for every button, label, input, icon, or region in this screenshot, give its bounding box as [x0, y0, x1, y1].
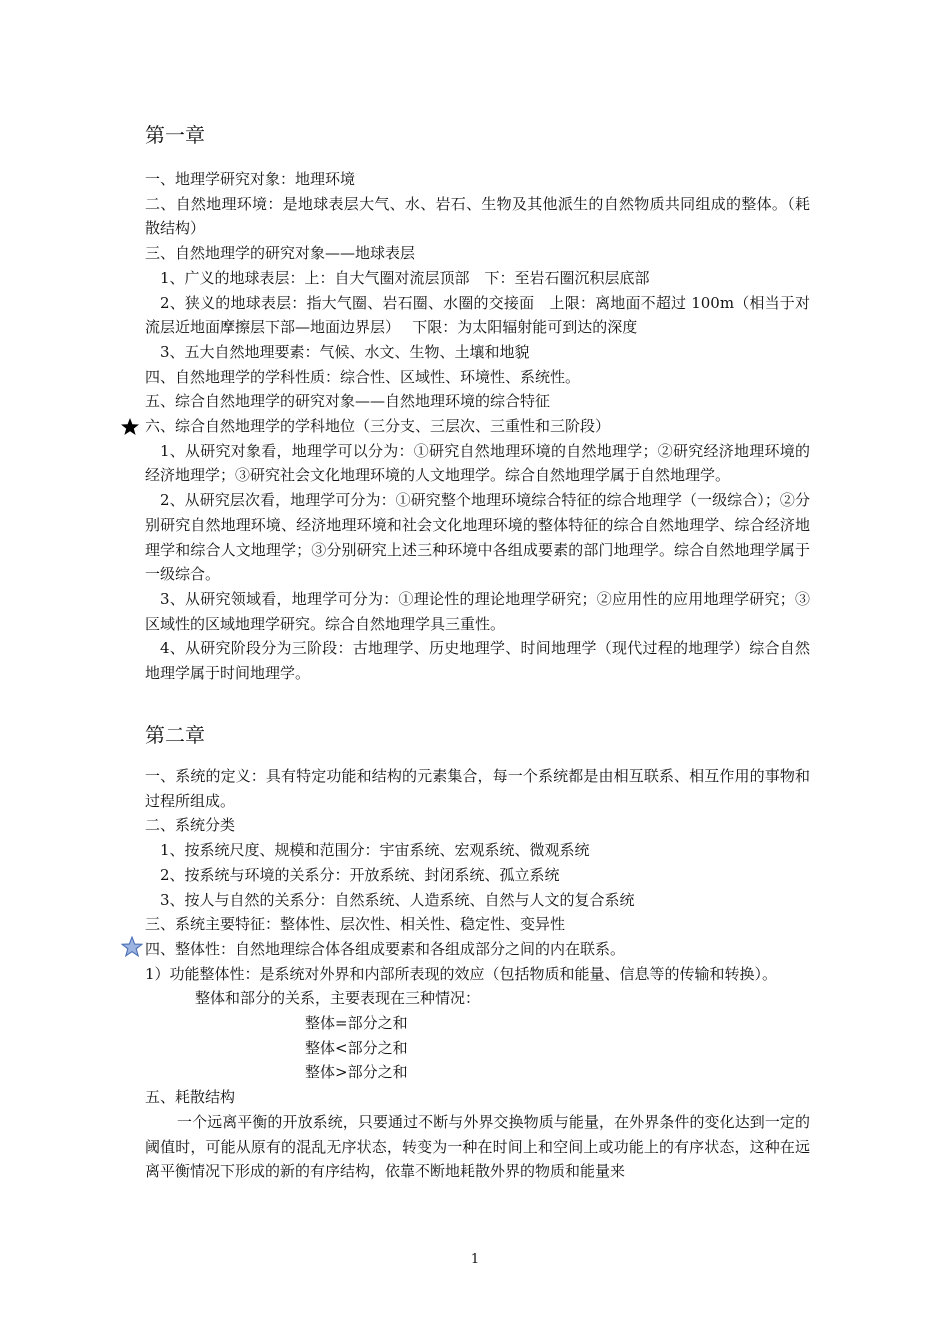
- ch2-line-6: 三、系统主要特征：整体性、层次性、相关性、稳定性、变异性: [145, 915, 566, 934]
- ch2-line-1: 一、系统的定义：具有特定功能和结构的元素集合，每一个系统都是由相互联系、相互作用的事物和过程所组成。: [145, 767, 810, 810]
- black-star-icon: [120, 417, 140, 437]
- ch1-line-8: 五、综合自然地理学的研究对象——自然地理环境的综合特征: [145, 392, 551, 411]
- ch1-line-4: 1、广义的地球表层：上：自大气圈对流层顶部 下：至岩石圈沉积层底部: [160, 268, 650, 287]
- ch2-line-4: 2、按系统与环境的关系分：开放系统、封闭系统、孤立系统: [160, 865, 560, 884]
- ch1-line-2: 二、自然地理环境：是地球表层大气、水、岩石、生物及其他派生的自然物质共同组成的整体。（耗散结构）: [145, 194, 810, 238]
- ch2-line-2: 二、系统分类: [145, 816, 236, 835]
- page-number: 1: [470, 1252, 480, 1267]
- ch2-line-7: 四、整体性：自然地理综合体各组成要素和各组成部分之间的内在联系。: [145, 939, 626, 958]
- ch1-line-1: 一、地理学研究对象：地理环境: [145, 170, 356, 188]
- ch2-line-11: 整体<部分之和: [305, 1038, 408, 1057]
- ch1-line-9: 六、综合自然地理学的学科地位（三分支、三层次、三重性和三阶段）: [145, 417, 611, 436]
- ch2-line-13: 五、耗散结构: [145, 1088, 236, 1107]
- ch2-line-8: 1）功能整体性：是系统对外界和内部所表现的效应（包括物质和能量、信息等的传输和转换）。: [145, 964, 778, 983]
- blue-star-icon: [121, 936, 143, 958]
- ch1-line-5: 2、狭义的地球表层：指大气圈、岩石圈、水圈的交接面 上限：离地面不超过 100m（相当于对流层近地面摩擦层下部—地面边界层） 下限：为太阳辐射能可到达的深度: [145, 293, 810, 337]
- ch1-line-11: 2、从研究层次看，地理学可分为：①研究整个地理环境综合特征的综合地理学（一级综合）；②分别研究自然地理环境、经济地理环境和社会文化地理环境的整体特征的综合自然地理学、综合经济地理学和综合人文地理学；③分别研究上述三种环境中各组成要素的部门地理学。综合自然地理学属于一级综合。: [145, 491, 810, 584]
- chapter-2-body: [145, 764, 810, 1184]
- ch1-line-12: 3、从研究领域看，地理学可分为：①理论性的理论地理学研究；②应用性的应用地理学研究；③区域性的区域地理学研究。综合自然地理学具三重性。: [145, 589, 810, 633]
- ch2-line-5: 3、按人与自然的关系分：自然系统、人造系统、自然与人文的复合系统: [160, 890, 635, 909]
- ch1-line-13: 4、从研究阶段分为三阶段：古地理学、历史地理学、时间地理学（现代过程的地理学）综合自然地理学属于时间地理学。: [145, 639, 810, 683]
- chapter-1-title: 第一章: [145, 123, 205, 147]
- ch2-line-9: 整体和部分的关系，主要表现在三种情况：: [195, 989, 481, 1008]
- chapter-2-title: 第二章: [145, 723, 205, 747]
- ch1-line-3: 三、自然地理学的研究对象——地球表层: [145, 244, 416, 263]
- ch1-line-7: 四、自然地理学的学科性质：综合性、区域性、环境性、系统性。: [145, 367, 581, 386]
- ch2-line-14: 一个远离平衡的开放系统，只要通过不断与外界交换物质与能量，在外界条件的变化达到一定的阈值时，可能从原有的混乱无序状态，转变为一种在时间上和空间上或功能上的有序状态，这种在远离平衡情况下形成的新的有序结构，依靠不断地耗散外界的物质和能量来: [145, 1112, 810, 1181]
- ch2-line-12: 整体>部分之和: [305, 1063, 408, 1082]
- chapter-1-body: [145, 167, 810, 686]
- ch2-line-3: 1、按系统尺度、规模和范围分：宇宙系统、宏观系统、微观系统: [160, 841, 590, 860]
- ch1-line-6: 3、五大自然地理要素：气候、水文、生物、土壤和地貌: [160, 342, 530, 361]
- ch1-line-10: 1、从研究对象看，地理学可以分为：①研究自然地理环境的自然地理学；②研究经济地理环境的经济地理学；③研究社会文化地理环境的人文地理学。综合自然地理学属于自然地理学。: [145, 441, 810, 485]
- ch2-line-10: 整体=部分之和: [305, 1014, 408, 1033]
